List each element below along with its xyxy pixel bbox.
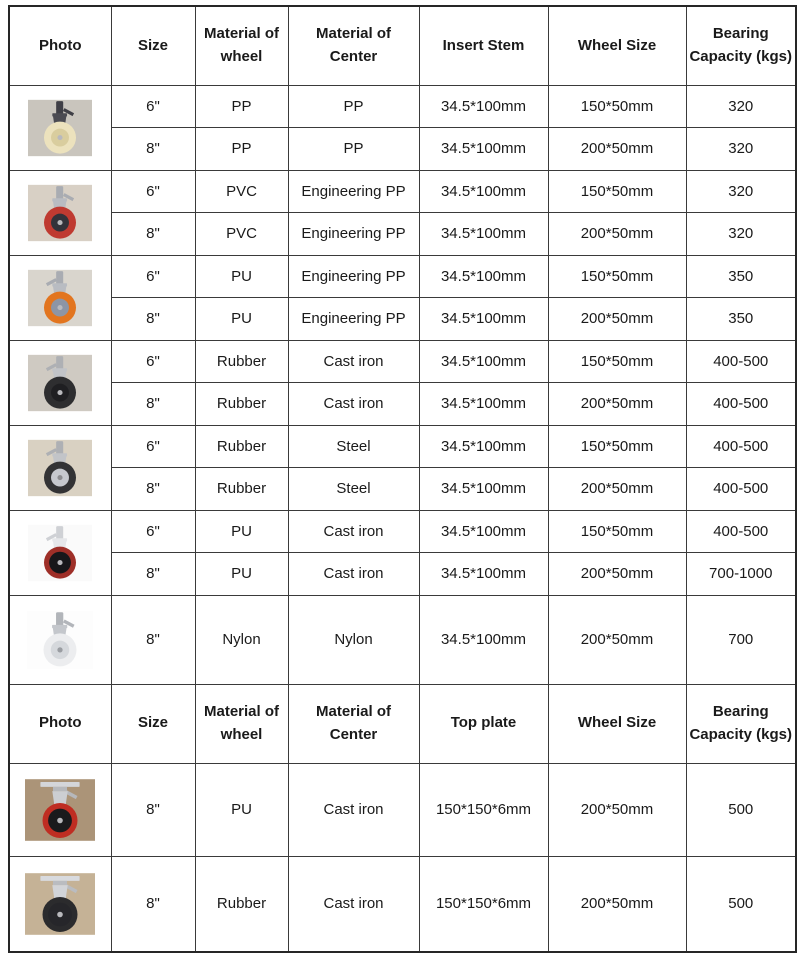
cell-bearing-capacity: 320 <box>686 213 796 256</box>
cell-center-material: Cast iron <box>288 510 419 553</box>
insert-stem <box>56 186 63 199</box>
cell-insert-stem: 34.5*100mm <box>419 340 548 383</box>
cell-wheel-size: 200*50mm <box>548 763 686 856</box>
photo-cell <box>9 85 111 170</box>
axle <box>58 305 63 310</box>
cell-size: 8" <box>111 763 195 856</box>
header-size: Size <box>111 6 195 85</box>
cell-bearing-capacity: 400-500 <box>686 340 796 383</box>
photo-cell <box>9 170 111 255</box>
axle <box>58 647 63 652</box>
header-material-of-center: Material of Center <box>288 684 419 763</box>
cell-bearing-capacity: 700 <box>686 595 796 684</box>
cell-wheel-size: 150*50mm <box>548 510 686 553</box>
cell-insert-stem: 34.5*100mm <box>419 85 548 128</box>
cell-insert-stem: 34.5*100mm <box>419 510 548 553</box>
cell-top-plate: 150*150*6mm <box>419 763 548 856</box>
cell-insert-stem: 34.5*100mm <box>419 425 548 468</box>
cell-insert-stem: 34.5*100mm <box>419 553 548 596</box>
cell-wheel-material: PU <box>195 553 288 596</box>
cell-size: 8" <box>111 213 195 256</box>
header-top-plate: Top plate <box>419 684 548 763</box>
cell-size: 6" <box>111 255 195 298</box>
cell-wheel-size: 200*50mm <box>548 128 686 171</box>
cell-wheel-size: 150*50mm <box>548 255 686 298</box>
cell-insert-stem: 34.5*100mm <box>419 595 548 684</box>
cell-insert-stem: 34.5*100mm <box>419 213 548 256</box>
photo-cell <box>9 595 111 684</box>
table-row <box>9 383 796 426</box>
axle <box>57 911 63 917</box>
cell-bearing-capacity: 320 <box>686 85 796 128</box>
caster-spec-table <box>8 5 797 953</box>
cell-wheel-material: PU <box>195 255 288 298</box>
cell-bearing-capacity: 350 <box>686 298 796 341</box>
table-row <box>9 425 796 468</box>
header-bearing-capacity: Bearing Capacity (kgs) <box>686 684 796 763</box>
cell-center-material: Engineering PP <box>288 213 419 256</box>
cell-bearing-capacity: 320 <box>686 128 796 171</box>
cell-bearing-capacity: 500 <box>686 856 796 952</box>
cell-wheel-size: 150*50mm <box>548 170 686 213</box>
photo-cell <box>9 510 111 595</box>
insert-stem <box>56 612 63 626</box>
cell-wheel-size: 200*50mm <box>548 595 686 684</box>
photo-cell <box>9 763 111 856</box>
cell-size: 8" <box>111 298 195 341</box>
insert-stem <box>56 101 63 114</box>
insert-stem <box>56 271 63 284</box>
cell-insert-stem: 34.5*100mm <box>419 170 548 213</box>
table-row <box>9 763 796 856</box>
table-row <box>9 468 796 511</box>
cell-wheel-size: 150*50mm <box>548 85 686 128</box>
swivel-head <box>53 786 67 790</box>
caster-photo-pvc <box>28 174 92 252</box>
insert-stem <box>56 356 63 369</box>
cell-size: 8" <box>111 856 195 952</box>
cell-bearing-capacity: 500 <box>686 763 796 856</box>
cell-bearing-capacity: 400-500 <box>686 425 796 468</box>
cell-size: 8" <box>111 595 195 684</box>
cell-bearing-capacity: 700-1000 <box>686 553 796 596</box>
cell-center-material: Steel <box>288 468 419 511</box>
cell-bearing-capacity: 400-500 <box>686 383 796 426</box>
table-row <box>9 298 796 341</box>
cell-bearing-capacity: 320 <box>686 170 796 213</box>
table-row <box>9 856 796 952</box>
top-plate <box>41 782 80 787</box>
cell-size: 6" <box>111 340 195 383</box>
axle <box>58 390 63 395</box>
axle <box>58 220 63 225</box>
header-insert-stem: Insert Stem <box>419 6 548 85</box>
caster-photo-rubber-castiron <box>28 344 92 422</box>
table-row <box>9 213 796 256</box>
header-photo: Photo <box>9 6 111 85</box>
table-row <box>9 595 796 684</box>
cell-insert-stem: 34.5*100mm <box>419 383 548 426</box>
caster-photo-pp <box>28 89 92 167</box>
cell-wheel-size: 200*50mm <box>548 553 686 596</box>
cell-size: 8" <box>111 553 195 596</box>
table-header-row <box>9 684 796 763</box>
cell-wheel-material: PU <box>195 298 288 341</box>
axle <box>58 560 63 565</box>
cell-wheel-size: 200*50mm <box>548 468 686 511</box>
header-material-of-wheel: Material of wheel <box>195 684 288 763</box>
cell-wheel-material: Rubber <box>195 856 288 952</box>
cell-wheel-size: 200*50mm <box>548 383 686 426</box>
top-plate <box>41 876 80 881</box>
table-row <box>9 128 796 171</box>
cell-wheel-material: Nylon <box>195 595 288 684</box>
cell-wheel-material: Rubber <box>195 468 288 511</box>
cell-insert-stem: 34.5*100mm <box>419 255 548 298</box>
cell-center-material: Cast iron <box>288 553 419 596</box>
table-row <box>9 340 796 383</box>
swivel-head <box>53 880 67 884</box>
cell-center-material: PP <box>288 128 419 171</box>
header-size: Size <box>111 684 195 763</box>
header-material-of-wheel: Material of wheel <box>195 6 288 85</box>
cell-wheel-size: 200*50mm <box>548 213 686 256</box>
cell-center-material: Cast iron <box>288 383 419 426</box>
cell-center-material: Engineering PP <box>288 298 419 341</box>
cell-wheel-size: 200*50mm <box>548 298 686 341</box>
cell-center-material: Engineering PP <box>288 170 419 213</box>
caster-photo-rubber-steel <box>28 429 92 507</box>
cell-center-material: PP <box>288 85 419 128</box>
table-header-row <box>9 6 796 85</box>
axle <box>58 135 63 140</box>
header-bearing-capacity: Bearing Capacity (kgs) <box>686 6 796 85</box>
cell-insert-stem: 34.5*100mm <box>419 468 548 511</box>
caster-photo-pu-castiron <box>28 514 92 592</box>
cell-center-material: Engineering PP <box>288 255 419 298</box>
cell-size: 8" <box>111 383 195 426</box>
cell-bearing-capacity: 400-500 <box>686 510 796 553</box>
cell-wheel-material: PU <box>195 763 288 856</box>
table-row <box>9 85 796 128</box>
cell-bearing-capacity: 400-500 <box>686 468 796 511</box>
header-wheel-size: Wheel Size <box>548 684 686 763</box>
photo-cell <box>9 340 111 425</box>
cell-insert-stem: 34.5*100mm <box>419 298 548 341</box>
header-wheel-size: Wheel Size <box>548 6 686 85</box>
insert-stem <box>56 526 63 539</box>
photo-cell <box>9 425 111 510</box>
axle <box>58 475 63 480</box>
cell-size: 6" <box>111 85 195 128</box>
cell-wheel-material: Rubber <box>195 425 288 468</box>
header-photo: Photo <box>9 684 111 763</box>
caster-photo-pu-orange <box>28 259 92 337</box>
photo-cell <box>9 856 111 952</box>
cell-size: 6" <box>111 510 195 553</box>
header-material-of-center: Material of Center <box>288 6 419 85</box>
cell-center-material: Cast iron <box>288 763 419 856</box>
insert-stem <box>56 441 63 454</box>
cell-size: 6" <box>111 425 195 468</box>
cell-center-material: Nylon <box>288 595 419 684</box>
photo-cell <box>9 255 111 340</box>
cell-wheel-material: PP <box>195 85 288 128</box>
caster-photo-rubber-plate <box>25 860 95 948</box>
caster-photo-nylon <box>27 599 93 681</box>
cell-size: 8" <box>111 468 195 511</box>
cell-wheel-size: 150*50mm <box>548 425 686 468</box>
cell-wheel-size: 200*50mm <box>548 856 686 952</box>
cell-center-material: Steel <box>288 425 419 468</box>
table-row <box>9 170 796 213</box>
cell-size: 6" <box>111 170 195 213</box>
table-row <box>9 510 796 553</box>
cell-top-plate: 150*150*6mm <box>419 856 548 952</box>
cell-wheel-material: PVC <box>195 170 288 213</box>
table-row <box>9 255 796 298</box>
table-row <box>9 553 796 596</box>
cell-wheel-material: PVC <box>195 213 288 256</box>
cell-wheel-material: Rubber <box>195 383 288 426</box>
cell-wheel-material: Rubber <box>195 340 288 383</box>
cell-wheel-material: PP <box>195 128 288 171</box>
cell-center-material: Cast iron <box>288 340 419 383</box>
cell-insert-stem: 34.5*100mm <box>419 128 548 171</box>
axle <box>57 817 63 823</box>
cell-bearing-capacity: 350 <box>686 255 796 298</box>
cell-size: 8" <box>111 128 195 171</box>
cell-wheel-size: 150*50mm <box>548 340 686 383</box>
caster-photo-pu-plate <box>25 767 95 853</box>
cell-wheel-material: PU <box>195 510 288 553</box>
cell-center-material: Cast iron <box>288 856 419 952</box>
